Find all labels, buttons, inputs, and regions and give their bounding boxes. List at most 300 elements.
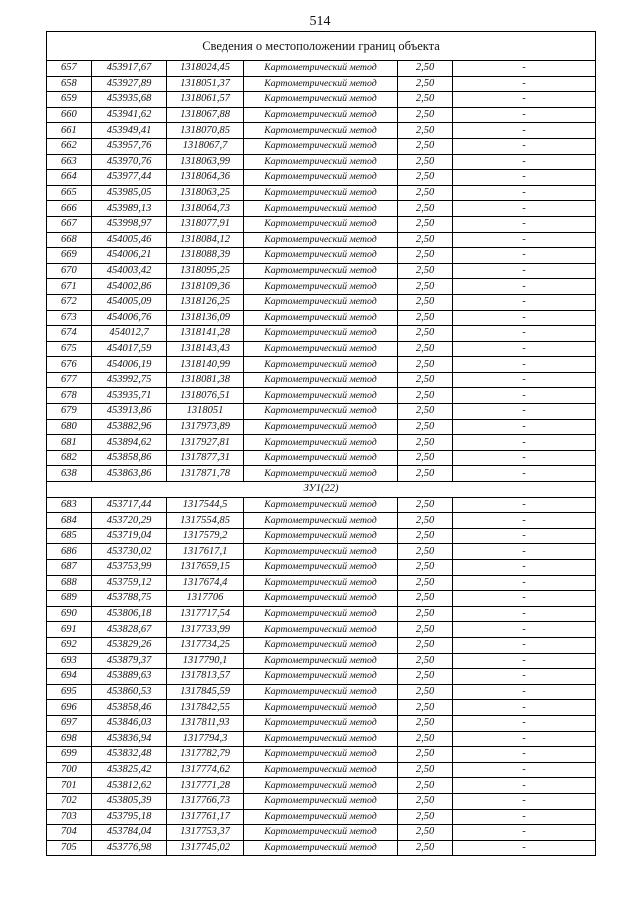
method-cell: Картометрический метод (244, 560, 398, 576)
method-cell: Картометрический метод (244, 185, 398, 201)
accuracy-cell: 2,50 (398, 637, 453, 653)
method-cell: Картометрический метод (244, 326, 398, 342)
table-row (47, 715, 596, 731)
description-cell: - (453, 154, 596, 170)
table-row (47, 326, 596, 342)
table-row (47, 170, 596, 186)
description-cell: - (453, 310, 596, 326)
point-number-cell: 678 (47, 388, 92, 404)
x-coordinate-cell: 453795,18 (92, 809, 167, 825)
point-number-cell: 698 (47, 731, 92, 747)
point-number-cell: 657 (47, 61, 92, 77)
table-row (47, 450, 596, 466)
accuracy-cell: 2,50 (398, 809, 453, 825)
x-coordinate-cell: 454006,21 (92, 248, 167, 264)
method-cell: Картометрический метод (244, 466, 398, 482)
x-coordinate-cell: 453825,42 (92, 762, 167, 778)
point-number-cell: 694 (47, 669, 92, 685)
x-coordinate-cell: 454006,76 (92, 310, 167, 326)
y-coordinate-cell: 1317544,5 (167, 497, 244, 513)
y-coordinate-cell: 1318140,99 (167, 357, 244, 373)
point-number-cell: 663 (47, 154, 92, 170)
method-cell: Картометрический метод (244, 793, 398, 809)
point-number-cell: 668 (47, 232, 92, 248)
x-coordinate-cell: 453879,37 (92, 653, 167, 669)
description-cell: - (453, 185, 596, 201)
description-cell: - (453, 653, 596, 669)
y-coordinate-cell: 1317845,59 (167, 684, 244, 700)
x-coordinate-cell: 453970,76 (92, 154, 167, 170)
table-row (47, 388, 596, 404)
accuracy-cell: 2,50 (398, 622, 453, 638)
y-coordinate-cell: 1317674,4 (167, 575, 244, 591)
point-number-cell: 690 (47, 606, 92, 622)
table-row (47, 279, 596, 295)
table-row (47, 513, 596, 529)
point-number-cell: 662 (47, 138, 92, 154)
point-number-cell: 697 (47, 715, 92, 731)
method-cell: Картометрический метод (244, 528, 398, 544)
description-cell: - (453, 61, 596, 77)
accuracy-cell: 2,50 (398, 606, 453, 622)
accuracy-cell: 2,50 (398, 326, 453, 342)
method-cell: Картометрический метод (244, 747, 398, 763)
accuracy-cell: 2,50 (398, 715, 453, 731)
method-cell: Картометрический метод (244, 61, 398, 77)
table-row (47, 497, 596, 513)
method-cell: Картометрический метод (244, 450, 398, 466)
table-row (47, 76, 596, 92)
accuracy-cell: 2,50 (398, 747, 453, 763)
x-coordinate-cell: 453788,75 (92, 591, 167, 607)
point-number-cell: 692 (47, 637, 92, 653)
description-cell: - (453, 419, 596, 435)
point-number-cell: 677 (47, 372, 92, 388)
y-coordinate-cell: 1318136,09 (167, 310, 244, 326)
description-cell: - (453, 544, 596, 560)
description-cell: - (453, 279, 596, 295)
description-cell: - (453, 528, 596, 544)
method-cell: Картометрический метод (244, 201, 398, 217)
description-cell: - (453, 372, 596, 388)
y-coordinate-cell: 1317790,1 (167, 653, 244, 669)
method-cell: Картометрический метод (244, 107, 398, 123)
table-row (47, 809, 596, 825)
description-cell: - (453, 294, 596, 310)
y-coordinate-cell: 1317733,99 (167, 622, 244, 638)
table-row (47, 793, 596, 809)
method-cell: Картометрический метод (244, 669, 398, 685)
y-coordinate-cell: 1317753,37 (167, 825, 244, 841)
point-number-cell: 703 (47, 809, 92, 825)
accuracy-cell: 2,50 (398, 294, 453, 310)
accuracy-cell: 2,50 (398, 653, 453, 669)
point-number-cell: 682 (47, 450, 92, 466)
point-number-cell: 701 (47, 778, 92, 794)
y-coordinate-cell: 1318064,36 (167, 170, 244, 186)
accuracy-cell: 2,50 (398, 170, 453, 186)
table-row (47, 825, 596, 841)
table-row (47, 544, 596, 560)
y-coordinate-cell: 1318064,73 (167, 201, 244, 217)
y-coordinate-cell: 1317811,93 (167, 715, 244, 731)
method-cell: Картометрический метод (244, 653, 398, 669)
x-coordinate-cell: 453927,89 (92, 76, 167, 92)
description-cell: - (453, 466, 596, 482)
y-coordinate-cell: 1317617,1 (167, 544, 244, 560)
x-coordinate-cell: 453935,68 (92, 92, 167, 108)
table-row (47, 653, 596, 669)
description-cell: - (453, 669, 596, 685)
x-coordinate-cell: 454006,19 (92, 357, 167, 373)
point-number-cell: 673 (47, 310, 92, 326)
table-row (47, 622, 596, 638)
accuracy-cell: 2,50 (398, 684, 453, 700)
accuracy-cell: 2,50 (398, 435, 453, 451)
x-coordinate-cell: 454005,09 (92, 294, 167, 310)
accuracy-cell: 2,50 (398, 372, 453, 388)
accuracy-cell: 2,50 (398, 528, 453, 544)
accuracy-cell: 2,50 (398, 840, 453, 856)
point-number-cell: 667 (47, 216, 92, 232)
accuracy-cell: 2,50 (398, 341, 453, 357)
point-number-cell: 672 (47, 294, 92, 310)
y-coordinate-cell: 1318067,88 (167, 107, 244, 123)
accuracy-cell: 2,50 (398, 388, 453, 404)
table-row (47, 528, 596, 544)
table-row (47, 294, 596, 310)
accuracy-cell: 2,50 (398, 279, 453, 295)
method-cell: Картометрический метод (244, 700, 398, 716)
method-cell: Картометрический метод (244, 840, 398, 856)
description-cell: - (453, 591, 596, 607)
x-coordinate-cell: 453985,05 (92, 185, 167, 201)
y-coordinate-cell: 1318088,39 (167, 248, 244, 264)
point-number-cell: 659 (47, 92, 92, 108)
table-row (47, 123, 596, 139)
table-title: Сведения о местоположении границ объекта (47, 32, 596, 61)
accuracy-cell: 2,50 (398, 123, 453, 139)
description-cell: - (453, 341, 596, 357)
y-coordinate-cell: 1318051 (167, 404, 244, 420)
x-coordinate-cell: 453717,44 (92, 497, 167, 513)
y-coordinate-cell: 1317782,79 (167, 747, 244, 763)
accuracy-cell: 2,50 (398, 450, 453, 466)
point-number-cell: 696 (47, 700, 92, 716)
y-coordinate-cell: 1317771,28 (167, 778, 244, 794)
y-coordinate-cell: 1317766,73 (167, 793, 244, 809)
description-cell: - (453, 684, 596, 700)
table-row (47, 404, 596, 420)
description-cell: - (453, 825, 596, 841)
y-coordinate-cell: 1317659,15 (167, 560, 244, 576)
method-cell: Картометрический метод (244, 170, 398, 186)
point-number-cell: 691 (47, 622, 92, 638)
table-row (47, 591, 596, 607)
description-cell: - (453, 92, 596, 108)
section-header-row (47, 482, 596, 498)
point-number-cell: 695 (47, 684, 92, 700)
x-coordinate-cell: 454017,59 (92, 341, 167, 357)
x-coordinate-cell: 454003,42 (92, 263, 167, 279)
accuracy-cell: 2,50 (398, 310, 453, 326)
accuracy-cell: 2,50 (398, 232, 453, 248)
y-coordinate-cell: 1317927,81 (167, 435, 244, 451)
y-coordinate-cell: 1318051,37 (167, 76, 244, 92)
description-cell: - (453, 575, 596, 591)
table-row (47, 840, 596, 856)
description-cell: - (453, 622, 596, 638)
y-coordinate-cell: 1317973,89 (167, 419, 244, 435)
description-cell: - (453, 840, 596, 856)
table-row (47, 185, 596, 201)
point-number-cell: 700 (47, 762, 92, 778)
accuracy-cell: 2,50 (398, 107, 453, 123)
description-cell: - (453, 762, 596, 778)
y-coordinate-cell: 1317842,55 (167, 700, 244, 716)
description-cell: - (453, 513, 596, 529)
accuracy-cell: 2,50 (398, 216, 453, 232)
y-coordinate-cell: 1318063,25 (167, 185, 244, 201)
point-number-cell: 671 (47, 279, 92, 295)
x-coordinate-cell: 453805,39 (92, 793, 167, 809)
accuracy-cell: 2,50 (398, 497, 453, 513)
description-cell: - (453, 138, 596, 154)
method-cell: Картометрический метод (244, 248, 398, 264)
method-cell: Картометрический метод (244, 637, 398, 653)
accuracy-cell: 2,50 (398, 61, 453, 77)
method-cell: Картометрический метод (244, 497, 398, 513)
y-coordinate-cell: 1317871,78 (167, 466, 244, 482)
method-cell: Картометрический метод (244, 138, 398, 154)
y-coordinate-cell: 1318084,12 (167, 232, 244, 248)
description-cell: - (453, 700, 596, 716)
section-label: ЗУ1(22) (47, 482, 596, 498)
x-coordinate-cell: 453858,86 (92, 450, 167, 466)
method-cell: Картометрический метод (244, 263, 398, 279)
description-cell: - (453, 606, 596, 622)
y-coordinate-cell: 1317794,3 (167, 731, 244, 747)
method-cell: Картометрический метод (244, 154, 398, 170)
accuracy-cell: 2,50 (398, 778, 453, 794)
accuracy-cell: 2,50 (398, 669, 453, 685)
method-cell: Картометрический метод (244, 731, 398, 747)
point-number-cell: 705 (47, 840, 92, 856)
method-cell: Картометрический метод (244, 294, 398, 310)
accuracy-cell: 2,50 (398, 793, 453, 809)
x-coordinate-cell: 453957,76 (92, 138, 167, 154)
point-number-cell: 681 (47, 435, 92, 451)
method-cell: Картометрический метод (244, 310, 398, 326)
accuracy-cell: 2,50 (398, 560, 453, 576)
accuracy-cell: 2,50 (398, 92, 453, 108)
method-cell: Картометрический метод (244, 388, 398, 404)
method-cell: Картометрический метод (244, 404, 398, 420)
table-row (47, 606, 596, 622)
y-coordinate-cell: 1318143,43 (167, 341, 244, 357)
method-cell: Картометрический метод (244, 435, 398, 451)
x-coordinate-cell: 453977,44 (92, 170, 167, 186)
accuracy-cell: 2,50 (398, 575, 453, 591)
table-row (47, 154, 596, 170)
y-coordinate-cell: 1318061,57 (167, 92, 244, 108)
table-title-row (47, 32, 596, 61)
table-row (47, 201, 596, 217)
table-row (47, 138, 596, 154)
description-cell: - (453, 809, 596, 825)
table-row (47, 92, 596, 108)
accuracy-cell: 2,50 (398, 357, 453, 373)
description-cell: - (453, 357, 596, 373)
description-cell: - (453, 560, 596, 576)
x-coordinate-cell: 453913,86 (92, 404, 167, 420)
description-cell: - (453, 637, 596, 653)
table-row (47, 107, 596, 123)
point-number-cell: 685 (47, 528, 92, 544)
y-coordinate-cell: 1317579,2 (167, 528, 244, 544)
point-number-cell: 688 (47, 575, 92, 591)
table-row (47, 731, 596, 747)
accuracy-cell: 2,50 (398, 263, 453, 279)
y-coordinate-cell: 1317761,17 (167, 809, 244, 825)
point-number-cell: 689 (47, 591, 92, 607)
point-number-cell: 658 (47, 76, 92, 92)
x-coordinate-cell: 453889,63 (92, 669, 167, 685)
y-coordinate-cell: 1317734,25 (167, 637, 244, 653)
x-coordinate-cell: 453917,67 (92, 61, 167, 77)
x-coordinate-cell: 453836,94 (92, 731, 167, 747)
method-cell: Картометрический метод (244, 341, 398, 357)
method-cell: Картометрический метод (244, 357, 398, 373)
table-row (47, 747, 596, 763)
point-number-cell: 702 (47, 793, 92, 809)
table-row (47, 560, 596, 576)
point-number-cell: 693 (47, 653, 92, 669)
x-coordinate-cell: 453720,29 (92, 513, 167, 529)
x-coordinate-cell: 453989,13 (92, 201, 167, 217)
x-coordinate-cell: 453846,03 (92, 715, 167, 731)
y-coordinate-cell: 1318141,28 (167, 326, 244, 342)
method-cell: Картометрический метод (244, 575, 398, 591)
table-row (47, 341, 596, 357)
point-number-cell: 670 (47, 263, 92, 279)
point-number-cell: 638 (47, 466, 92, 482)
description-cell: - (453, 731, 596, 747)
table-row (47, 61, 596, 77)
table-row (47, 435, 596, 451)
description-cell: - (453, 107, 596, 123)
method-cell: Картометрический метод (244, 825, 398, 841)
accuracy-cell: 2,50 (398, 700, 453, 716)
description-cell: - (453, 435, 596, 451)
y-coordinate-cell: 1318067,7 (167, 138, 244, 154)
description-cell: - (453, 76, 596, 92)
page-number: 514 (309, 14, 331, 29)
accuracy-cell: 2,50 (398, 138, 453, 154)
description-cell: - (453, 216, 596, 232)
x-coordinate-cell: 454002,86 (92, 279, 167, 295)
y-coordinate-cell: 1317706 (167, 591, 244, 607)
x-coordinate-cell: 453935,71 (92, 388, 167, 404)
y-coordinate-cell: 1317717,54 (167, 606, 244, 622)
y-coordinate-cell: 1317877,31 (167, 450, 244, 466)
accuracy-cell: 2,50 (398, 185, 453, 201)
x-coordinate-cell: 453753,99 (92, 560, 167, 576)
x-coordinate-cell: 453730,02 (92, 544, 167, 560)
x-coordinate-cell: 453719,04 (92, 528, 167, 544)
table-row (47, 357, 596, 373)
accuracy-cell: 2,50 (398, 404, 453, 420)
point-number-cell: 686 (47, 544, 92, 560)
accuracy-cell: 2,50 (398, 154, 453, 170)
y-coordinate-cell: 1318126,25 (167, 294, 244, 310)
y-coordinate-cell: 1318095,25 (167, 263, 244, 279)
y-coordinate-cell: 1318109,36 (167, 279, 244, 295)
description-cell: - (453, 450, 596, 466)
method-cell: Картометрический метод (244, 513, 398, 529)
accuracy-cell: 2,50 (398, 825, 453, 841)
x-coordinate-cell: 453863,86 (92, 466, 167, 482)
y-coordinate-cell: 1318063,99 (167, 154, 244, 170)
accuracy-cell: 2,50 (398, 466, 453, 482)
description-cell: - (453, 263, 596, 279)
boundary-table (46, 31, 596, 856)
description-cell: - (453, 232, 596, 248)
y-coordinate-cell: 1318070,85 (167, 123, 244, 139)
y-coordinate-cell: 1317745,02 (167, 840, 244, 856)
point-number-cell: 674 (47, 326, 92, 342)
x-coordinate-cell: 453949,41 (92, 123, 167, 139)
point-number-cell: 675 (47, 341, 92, 357)
y-coordinate-cell: 1317813,57 (167, 669, 244, 685)
accuracy-cell: 2,50 (398, 248, 453, 264)
method-cell: Картометрический метод (244, 622, 398, 638)
method-cell: Картометрический метод (244, 606, 398, 622)
table-row (47, 700, 596, 716)
point-number-cell: 661 (47, 123, 92, 139)
table-row (47, 778, 596, 794)
x-coordinate-cell: 453992,75 (92, 372, 167, 388)
accuracy-cell: 2,50 (398, 544, 453, 560)
point-number-cell: 666 (47, 201, 92, 217)
x-coordinate-cell: 453858,46 (92, 700, 167, 716)
method-cell: Картометрический метод (244, 92, 398, 108)
description-cell: - (453, 793, 596, 809)
table-row (47, 419, 596, 435)
y-coordinate-cell: 1317774,62 (167, 762, 244, 778)
table-row (47, 684, 596, 700)
x-coordinate-cell: 453998,97 (92, 216, 167, 232)
table-body (47, 32, 596, 856)
table-row (47, 248, 596, 264)
accuracy-cell: 2,50 (398, 762, 453, 778)
x-coordinate-cell: 454005,46 (92, 232, 167, 248)
table-row (47, 232, 596, 248)
table-row (47, 762, 596, 778)
description-cell: - (453, 170, 596, 186)
description-cell: - (453, 404, 596, 420)
y-coordinate-cell: 1318024,45 (167, 61, 244, 77)
x-coordinate-cell: 453832,48 (92, 747, 167, 763)
description-cell: - (453, 778, 596, 794)
y-coordinate-cell: 1317554,85 (167, 513, 244, 529)
point-number-cell: 683 (47, 497, 92, 513)
point-number-cell: 687 (47, 560, 92, 576)
method-cell: Картометрический метод (244, 279, 398, 295)
point-number-cell: 699 (47, 747, 92, 763)
x-coordinate-cell: 453860,53 (92, 684, 167, 700)
method-cell: Картометрический метод (244, 232, 398, 248)
